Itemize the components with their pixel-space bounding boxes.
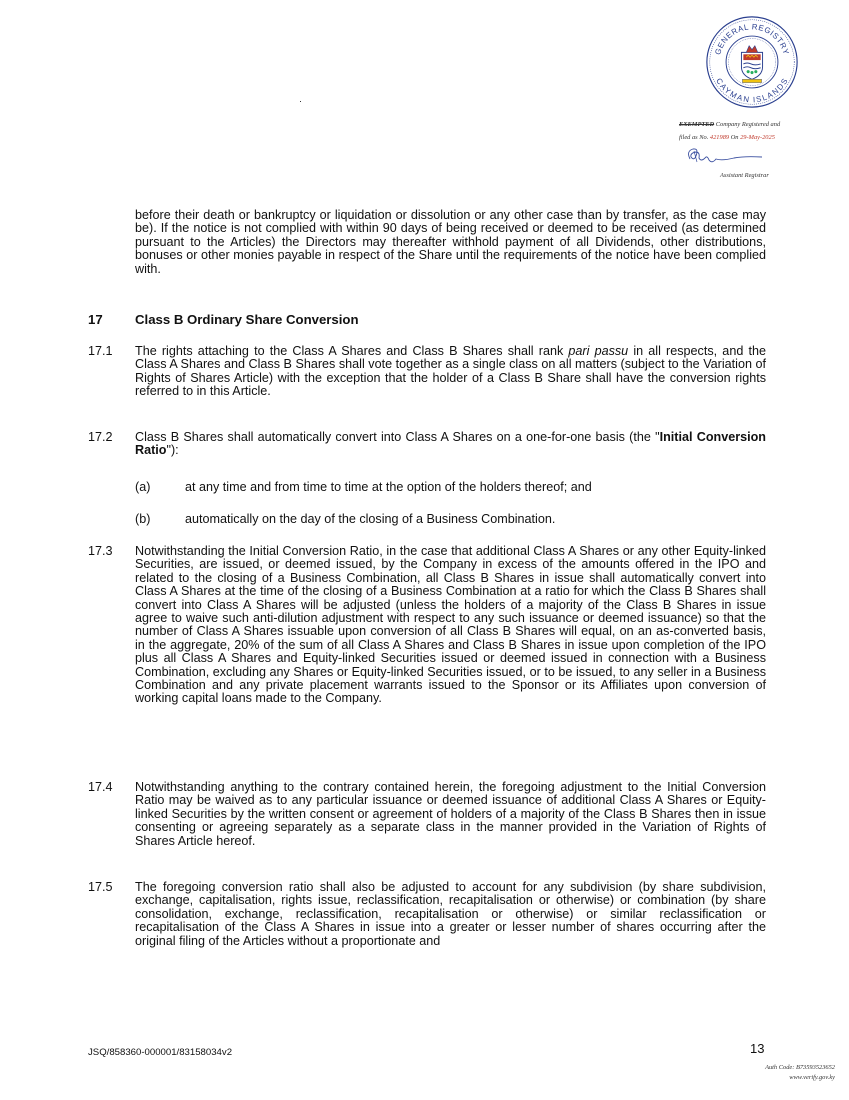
verify-url: www.verify.gov.ky: [789, 1073, 835, 1081]
clause-17-2-defined-term: Initial Conversion Ratio: [135, 430, 767, 458]
clause-number-17-4: 17.4: [88, 780, 113, 794]
clause-17-5-text: The foregoing conversion ratio shall also be adjusted to account for any subdivision (by share subdivision, exchange, capitalisation, rights issue, reclassification, recapitalisation or otherwise) or combination (by share consolidation, exchange, reclassification, recapitalisation or otherwise) or similar reclassification or recapitalisation of the Class A Shares in issue into a greater or lesser number of shares occurring after the original filing of the Articles without a proportionate and: [135, 880, 766, 948]
section-title: Class B Ordinary Share Conversion: [135, 312, 359, 327]
section-number: 17: [88, 312, 103, 327]
seal-top-text: GENERAL REGISTRY: [713, 22, 791, 56]
seal-bottom-text: CAYMAN ISLANDS: [714, 76, 790, 105]
clause-number-17-2: 17.2: [88, 430, 113, 444]
coat-of-arms-icon: [741, 46, 762, 83]
clause-number-17-1: 17.1: [88, 344, 113, 358]
clause-17-1-text: [135, 345, 766, 399]
filing-line1: Company Registered and: [715, 121, 781, 128]
filing-prefix: filed as No.: [679, 134, 709, 141]
filing-date: 29-May-2025: [740, 134, 775, 141]
auth-code: Auth Code: B73593523652: [765, 1064, 835, 1071]
speck: [300, 101, 301, 102]
clause-number-17-3: 17.3: [88, 544, 113, 558]
clause-17-4-text: Notwithstanding anything to the contrary contained herein, the foregoing adjustment to the Initial Conversion Ratio may be waived as to any particular issuance or deemed issuance of additional Class A Shares or Equity-linked Securities by the written consent or agreement of holders of a majority of the Class B Shares then in issue consenting or agreeing separately as a separate class in the manner provided in the Variation of Rights of Shares Article hereof.: [135, 780, 766, 848]
clause-number-17-5: 17.5: [88, 880, 113, 894]
clause-17-2-part2: "):: [166, 443, 179, 458]
clause-17-1-part1: The rights attaching to the Class A Shares and Class B Shares shall rank: [135, 344, 569, 358]
auth-block: [765, 1063, 835, 1082]
clause-17-3-text: Notwithstanding the Initial Conversion Ratio, in the case that additional Class A Shares or any other Equity-linked Securities, are issued, or deemed issued, by the Company in excess of the amounts offered in the IPO and related to the closing of a Business Combination, all Class B Shares in issue shall automatically convert into Class A Shares at the time of the closing of a Business Combination at a ratio for which the Class B Shares shall convert into Class A Shares will be adjusted (unless the holders of a majority of the Class B Shares in issue agree to waive such anti-dilution adjustment with respect to any such issuance or deemed issuance) so that the number of Class A Shares issuable upon conversion of all Class B Shares will equal, on an as-converted basis, in the aggregate, 20% of the sum of all Class A Shares and Class B Shares in issue upon completion of the IPO plus all Class A Shares and Equity-linked Securities issued or deemed issued in connection with a Business Combination, excluding any Shares or Equity-linked Securities issued, or to be issued, to any seller in a Business Combination and any private placement warrants issued to the Sponsor or its Affiliates upon conversion of working capital loans made to the Company.: [135, 544, 766, 706]
item-b-text: automatically on the day of the closing of a Business Combination.: [185, 512, 556, 526]
registrar-signature-icon: [684, 145, 764, 167]
item-a-label: (a): [135, 480, 151, 494]
intro-paragraph: before their death or bankruptcy or liquidation or dissolution or any other case than by transfer, as the case may be). If the notice is not complied with within 90 days of being received or deemed to be received (as determined pursuant to the Articles) the Directors may thereafter withhold payment of all Dividends, other distributions, bonuses or other monies payable in respect of the Share until the requirements of the notice have been complied with.: [135, 208, 766, 276]
item-a-text: at any time and from time to time at the option of the holders thereof; and: [185, 480, 592, 494]
filing-notice: [679, 118, 849, 144]
company-status: EXEMPTED: [679, 121, 715, 128]
assistant-registrar-label: Assistant Registrar: [720, 172, 769, 179]
clause-17-1-italic: pari passu: [568, 344, 629, 358]
document-reference: JSQ/858360-000001/83158034v2: [88, 1047, 233, 1058]
registration-number: 421989: [709, 134, 730, 141]
clause-17-2-text: [135, 431, 766, 458]
page-number: 13: [750, 1041, 765, 1056]
clause-17-1-part2: in all respects, and the Class A Shares and Class B Shares shall vote together as a single class on all matters (subject to the Variation of Rights of Shares Article) with the exception that the holder of a Class B Share shall have the conversion rights referred to in this Article.: [135, 344, 766, 399]
registry-seal-icon: [704, 14, 800, 110]
filing-on: On: [730, 134, 739, 141]
item-b-label: (b): [135, 512, 151, 526]
clause-17-2-part1: Class B Shares shall automatically convert into Class A Shares on a one-for-one basis (the ": [135, 430, 660, 444]
